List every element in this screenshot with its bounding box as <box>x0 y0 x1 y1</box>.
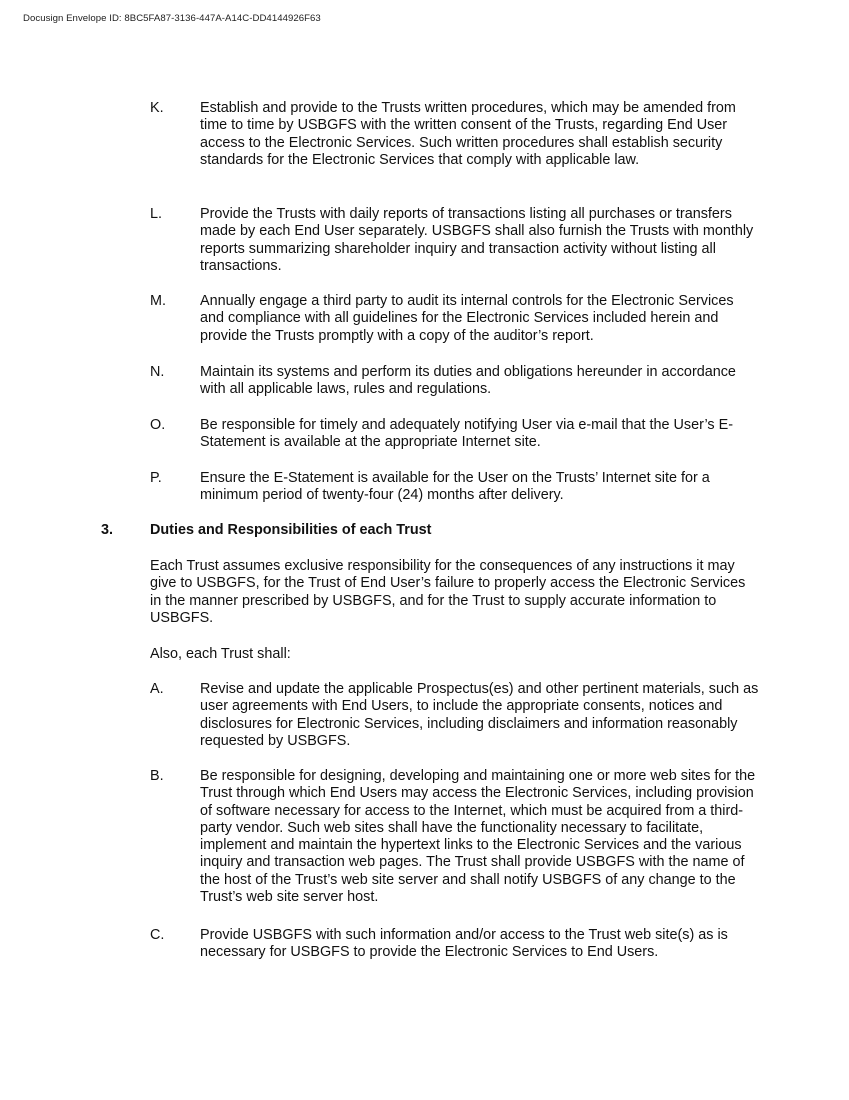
item-text: Ensure the E-Statement is available for the User on the Trusts’ Internet site for a minimum period of twenty-four (24) months after delivery. <box>200 470 710 504</box>
item-letter: K. <box>150 100 164 116</box>
list-item-k <box>150 100 760 169</box>
item-text: Establish and provide to the Trusts written procedures, which may be amended from time to time by USBGFS with the written consent of the Trusts, regarding End User access to the Electronic Services. Such written procedures shall establish security standards for the Electronic Services that comply with applicable law. <box>200 100 736 168</box>
list-item-l <box>150 206 760 275</box>
item-letter: O. <box>150 417 166 433</box>
list-item-m <box>150 293 760 345</box>
item-letter: M. <box>150 293 166 309</box>
item-letter: B. <box>150 768 164 784</box>
list-item-p <box>150 470 760 505</box>
list-item-o <box>150 417 760 452</box>
section-heading <box>101 522 781 539</box>
item-text: Revise and update the applicable Prospectus(es) and other pertinent materials, such as user agreements with End Users, to include the appropriate consents, notices and disclosures for Electronic Services, including disclaimers and information reasonably requested by USBGFS. <box>200 681 759 749</box>
envelope-id: Docusign Envelope ID: 8BC5FA87-3136-447A-A14C-DD4144926F63 <box>23 13 321 24</box>
section-title: Duties and Responsibilities of each Trust <box>150 522 432 538</box>
item-letter: N. <box>150 364 165 380</box>
list-item-b <box>150 768 760 906</box>
list-item-a <box>150 681 760 750</box>
item-letter: P. <box>150 470 162 486</box>
also-line: Also, each Trust shall: <box>150 646 291 662</box>
item-letter: C. <box>150 927 165 943</box>
item-letter: L. <box>150 206 163 222</box>
list-item-c <box>150 927 760 962</box>
item-text: Annually engage a third party to audit its internal controls for the Electronic Services and compliance with all guidelines for the Electronic Services included herein and provide the Trusts promptly with a copy of the auditor’s report. <box>200 293 734 344</box>
item-text: Be responsible for designing, developing and maintaining one or more web sites for the Trust through which End Users may access the Electronic Services, including provision of software necessary for access to the Internet, which must be acquired from a third-party vendor. Such web sites shall have the functionality necessary to facilitate, implement and maintain the hypertext links to the Electronic Services and the various inquiry and transaction web pages. The Trust shall provide USBGFS with the name of the host of the Trust’s web site server and shall notify USBGFS of any change to the Trust’s web site server host. <box>200 768 756 906</box>
section-number: 3. <box>101 522 114 538</box>
list-item-n <box>150 364 760 399</box>
item-letter: A. <box>150 681 164 697</box>
section-intro: Each Trust assumes exclusive responsibility for the consequences of any instructions it may give to USBGFS, for the Trust of End User’s failure to properly access the Electronic Services in the manner prescribed by USBGFS, and for the Trust to supply accurate information to USBGFS. <box>150 558 746 626</box>
item-text: Maintain its systems and perform its duties and obligations hereunder in accordance with all applicable laws, rules and regulations. <box>200 364 736 398</box>
item-text: Provide USBGFS with such information and/or access to the Trust web site(s) as is necessary for USBGFS to provide the Electronic Services to End Users. <box>200 927 728 961</box>
item-text: Provide the Trusts with daily reports of transactions listing all purchases or transfers made by each End User separately. USBGFS shall also furnish the Trusts with monthly reports summarizing shareholder inquiry and transaction activity without listing all transactions. <box>200 206 754 274</box>
item-text: Be responsible for timely and adequately notifying User via e-mail that the User’s E-Statement is available at the appropriate Internet site. <box>200 417 733 451</box>
